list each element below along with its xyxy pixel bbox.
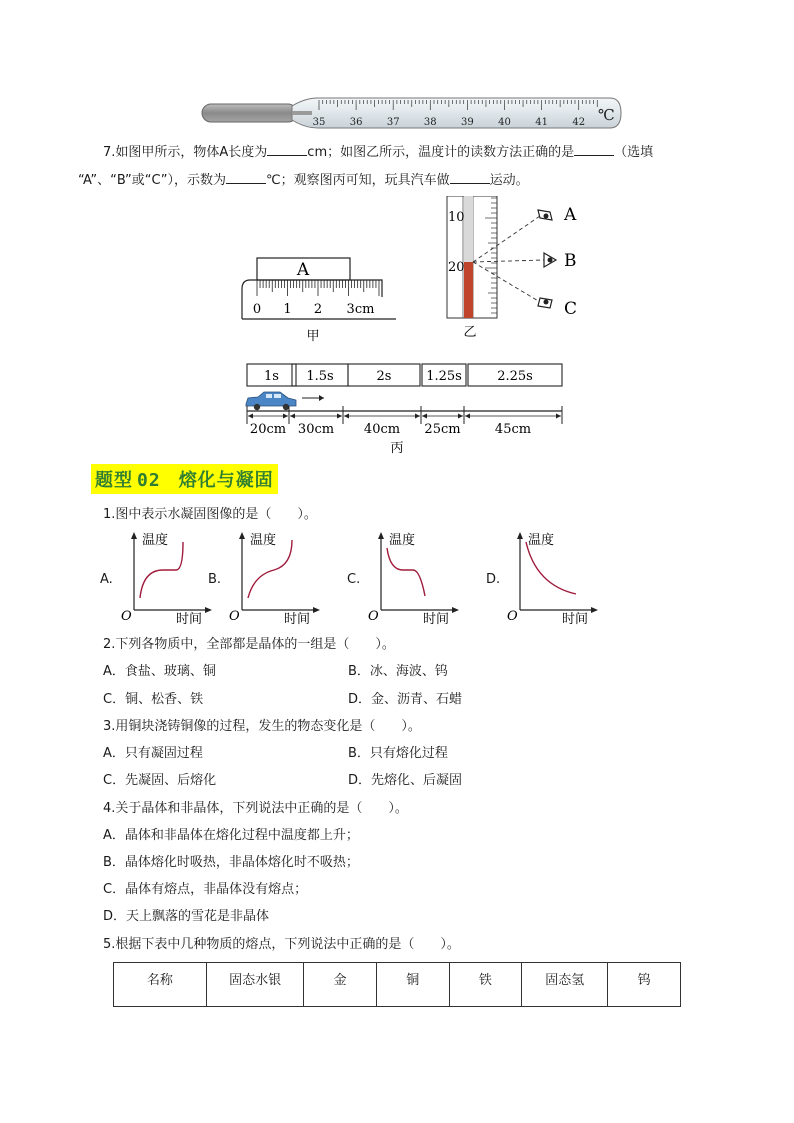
origin-label: O [121, 609, 132, 624]
eye-icon [538, 210, 552, 220]
eye-a-label: A [564, 205, 577, 225]
car-motion-figure [240, 360, 570, 455]
ruler-tick-label: 3cm [346, 302, 375, 317]
q1-option-label[interactable]: B. [208, 572, 222, 587]
distance-label: 45cm [494, 422, 532, 437]
answer-blank-reading[interactable] [226, 171, 266, 184]
table-header-cell: 钨 [608, 963, 681, 1007]
q1-option-label[interactable]: A. [100, 572, 113, 587]
caption-yi: 乙 [463, 325, 477, 340]
temperature-time-graph[interactable] [226, 530, 326, 625]
thermometer-tick-label: 37 [386, 117, 400, 128]
q3-option-b[interactable]: B．只有熔化过程 [348, 746, 448, 761]
q1-option-label[interactable]: C. [347, 572, 361, 587]
thermometer-tick-label: 42 [572, 117, 586, 128]
graph-curve [248, 540, 292, 598]
table-header-cell: 金 [304, 963, 377, 1007]
thermometer-tick-label: 38 [423, 117, 437, 128]
x-axis-label: 时间 [562, 612, 589, 625]
time-label: 1.25s [426, 369, 462, 384]
table-row [114, 963, 681, 1007]
y-axis-label: 温度 [142, 533, 169, 548]
origin-label: O [368, 609, 379, 624]
q2-option-b[interactable]: B．冰、海波、钨 [348, 664, 448, 679]
thermometer-tick-label: 36 [349, 117, 363, 128]
thermometer-figure [200, 96, 625, 132]
origin-label: O [507, 609, 518, 624]
ruler-tick-label: 0 [252, 302, 262, 317]
table-header-cell: 固态水银 [206, 963, 304, 1007]
origin-label: O [229, 609, 240, 624]
eye-b-label: B [564, 251, 577, 271]
q7-line2: “A”、“B”或“C”），示数为 ℃；观察图丙可知，玩具汽车做 运动。 [78, 173, 529, 188]
ruler-figure [240, 255, 400, 345]
q3-option-a[interactable]: A．只有凝固过程 [103, 746, 203, 761]
distance-label: 25cm [424, 422, 461, 437]
time-label: 2.25s [497, 369, 533, 384]
answer-blank-length[interactable] [267, 143, 307, 156]
melting-point-table [113, 962, 681, 1007]
temperature-time-graph[interactable] [504, 530, 604, 625]
table-header-cell: 铁 [449, 963, 522, 1007]
caption-jia: 甲 [306, 329, 320, 344]
ruler-tick-label: 1 [283, 302, 292, 317]
x-axis-label: 时间 [284, 612, 311, 625]
table-header-cell: 固态氢 [522, 963, 608, 1007]
graph-curve [387, 548, 425, 596]
celsius-unit: ℃ [598, 106, 615, 124]
q2-option-d[interactable]: D．金、沥青、石蜡 [348, 692, 463, 707]
eye-c-label: C [564, 299, 578, 319]
x-axis-label: 时间 [423, 612, 450, 625]
table-header-cell: 铜 [376, 963, 449, 1007]
time-label: 1.5s [306, 369, 334, 384]
answer-blank-method[interactable] [574, 143, 614, 156]
thermometer-reading-figure [440, 196, 600, 341]
q4-option-c[interactable]: C．晶体有熔点，非晶体没有熔点； [103, 882, 308, 897]
q3-stem: 3.用铜块浇铸铜像的过程，发生的物态变化是（ ）。 [103, 719, 421, 734]
y-axis-label: 温度 [389, 533, 416, 548]
q4-stem: 4.关于晶体和非晶体，下列说法中正确的是（ ）。 [103, 801, 408, 816]
distance-label: 30cm [297, 422, 335, 437]
q2-option-a[interactable]: A．食盐、玻璃、铜 [103, 664, 216, 679]
q1-stem: 1.图中表示水凝固图像的是（ ）。 [103, 507, 317, 522]
caption-bing: 丙 [390, 441, 404, 455]
table-header-cell: 名称 [114, 963, 207, 1007]
answer-blank-motion[interactable] [450, 171, 490, 184]
q4-option-a[interactable]: A．晶体和非晶体在熔化过程中温度都上升； [103, 828, 359, 843]
q2-stem: 2.下列各物质中，全部都是晶体的一组是（ ）。 [103, 637, 395, 652]
x-axis-label: 时间 [176, 612, 203, 625]
graph-curve [526, 542, 576, 594]
y-axis-label: 温度 [528, 533, 555, 548]
section-title: 题型 02 熔化与凝固 [91, 464, 278, 494]
temperature-time-graph[interactable] [118, 530, 218, 625]
q4-option-b[interactable]: B．晶体熔化时吸热，非晶体熔化时不吸热； [103, 855, 359, 870]
eye-icon [538, 298, 552, 308]
thermometer-tick-label: 35 [312, 117, 326, 128]
distance-label: 40cm [363, 422, 401, 437]
q7-line1: 7.如图甲所示，物体A长度为 cm；如图乙所示，温度计的读数方法正确的是 （选填 [103, 145, 654, 160]
y-axis-label: 温度 [250, 533, 277, 548]
distance-label: 20cm [249, 422, 287, 437]
block-a-label: A [296, 260, 310, 280]
time-label: 1s [264, 369, 279, 384]
graph-curve [140, 542, 183, 598]
thermometer-tick-label: 41 [535, 117, 548, 128]
q3-option-c[interactable]: C．先凝固、后熔化 [103, 773, 217, 788]
time-label: 2s [376, 369, 392, 384]
q1-option-label[interactable]: D. [486, 572, 501, 587]
q3-option-d[interactable]: D．先熔化、后凝固 [348, 773, 463, 788]
ruler-tick-label: 2 [313, 302, 323, 317]
thermometer-tick-label: 40 [498, 117, 511, 128]
q2-option-c[interactable]: C．铜、松香、铁 [103, 692, 204, 707]
q5-stem: 5.根据下表中几种物质的熔点，下列说法中正确的是（ ）。 [103, 937, 460, 952]
temperature-time-graph[interactable] [365, 530, 465, 625]
scale-20-label: 20 [448, 260, 465, 275]
eye-icon [544, 253, 556, 267]
thermometer-tick-label: 39 [461, 117, 474, 128]
scale-10-label: 10 [448, 210, 465, 225]
q4-option-d[interactable]: D．天上飘落的雪花是非晶体 [103, 909, 270, 924]
